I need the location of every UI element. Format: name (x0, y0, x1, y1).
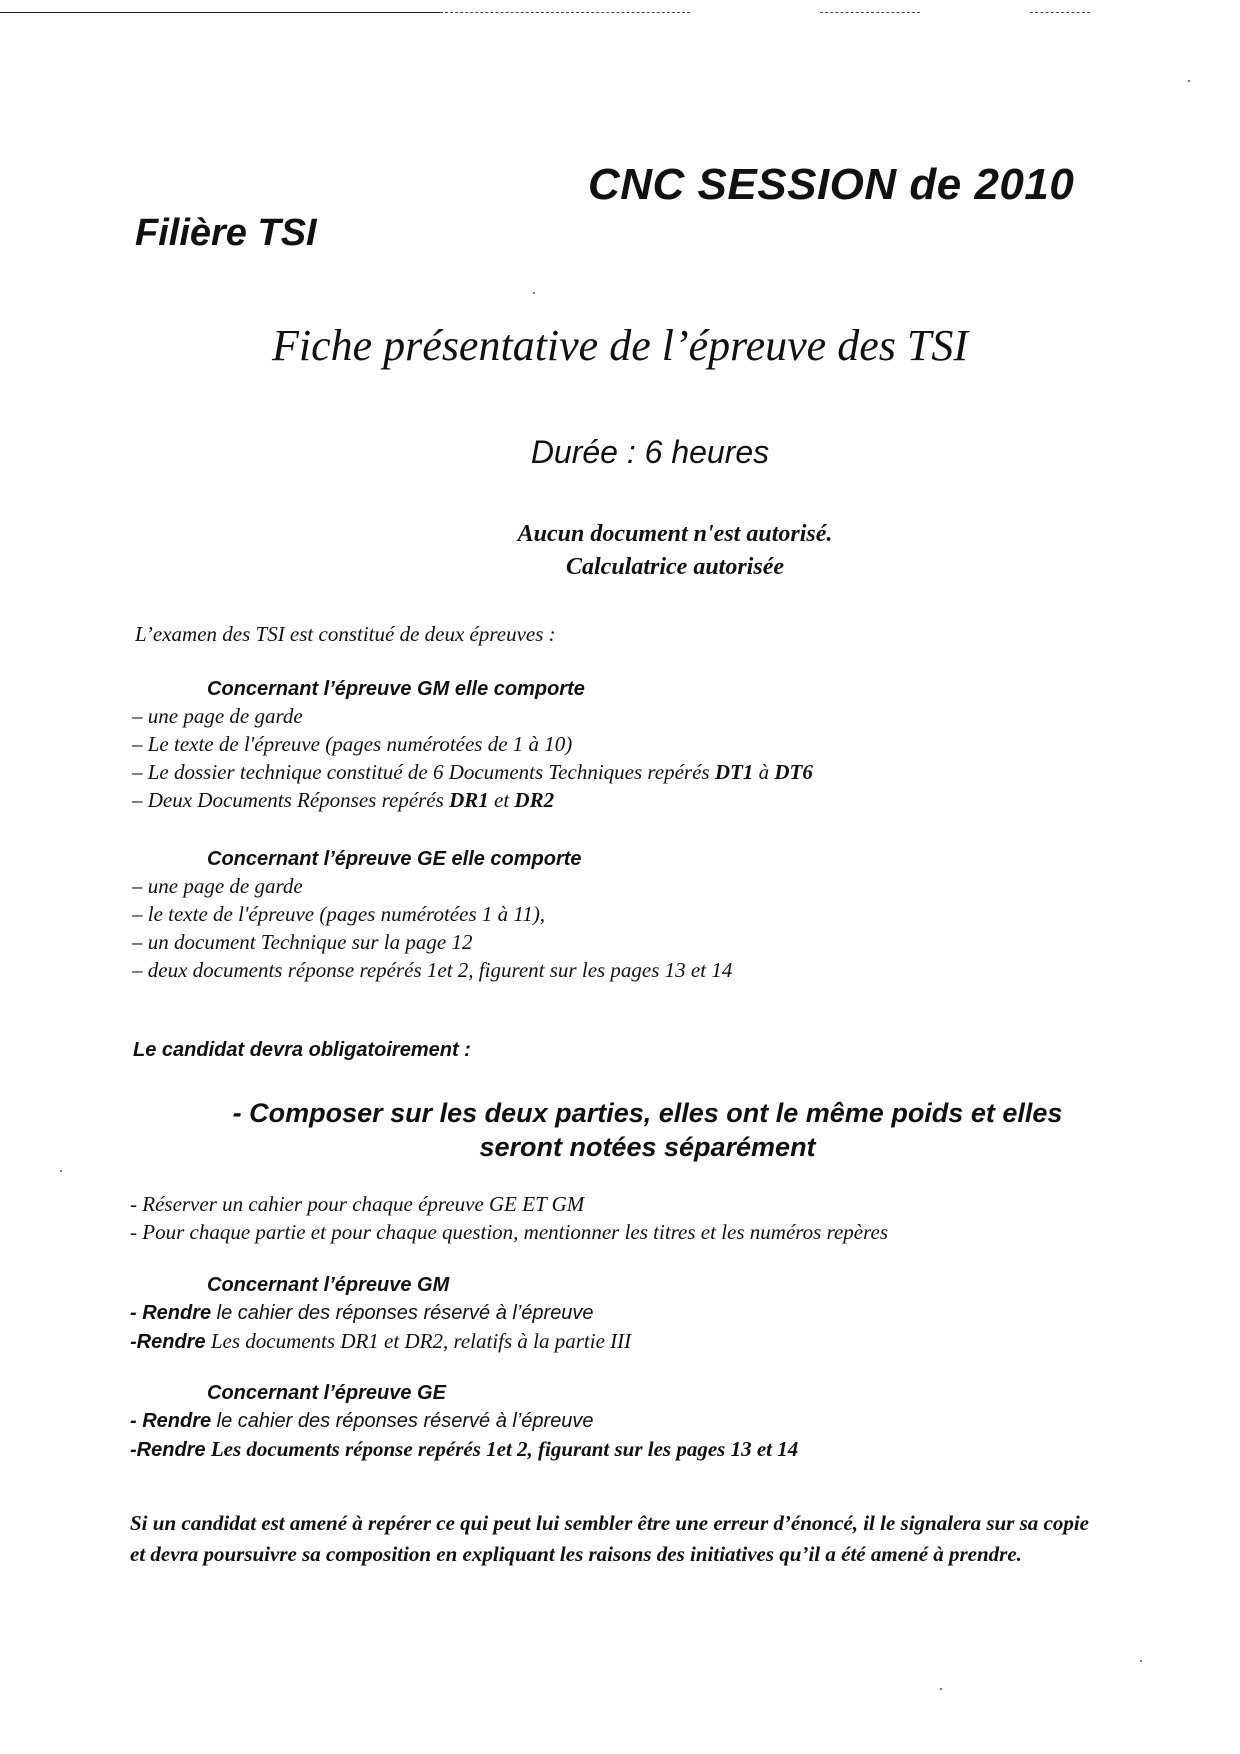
scan-top-dash (820, 12, 920, 13)
scan-speck (940, 1688, 942, 1690)
list-item: – une page de garde (132, 704, 303, 728)
list-item: – une page de garde (132, 874, 303, 898)
ge-section-heading: Concernant l’épreuve GE elle comporte (207, 848, 582, 870)
list-item: – Le texte de l'épreuve (pages numérotées de 1 à 10) (132, 732, 573, 756)
return-item: - Rendre le cahier des réponses réservé à l’épreuve (130, 1410, 594, 1432)
scan-speck (60, 1170, 62, 1172)
scan-top-dash (440, 12, 690, 13)
ge-section-list (132, 872, 732, 984)
scan-top-dash (1030, 12, 1090, 13)
compose-instruction (0, 1096, 1240, 1164)
return-item: - Rendre le cahier des réponses réservé à l’épreuve (130, 1302, 594, 1324)
duration: Durée : 6 heures (530, 434, 770, 470)
list-item: – le texte de l'épreuve (pages numérotées 1 à 11), (132, 902, 546, 926)
rules-block (0, 518, 1240, 584)
ge-return-list (130, 1406, 798, 1464)
obligations-heading: Le candidat devra obligatoirement : (133, 1039, 471, 1061)
scan-speck (1188, 80, 1190, 82)
page-title: Fiche présentative de l’épreuve des TSI (272, 321, 968, 370)
list-item: – Deux Documents Réponses repérés DR1 et DR2 (132, 788, 555, 812)
scan-speck (1140, 1660, 1142, 1662)
gm-return-list (130, 1298, 631, 1356)
filiere-heading: Filière TSI (135, 212, 317, 254)
gm-section-heading: Concernant l’épreuve GM elle comporte (207, 678, 585, 700)
gm-return-heading: Concernant l’épreuve GM (207, 1274, 450, 1296)
session-heading: CNC SESSION de 2010 (588, 160, 1075, 209)
instruction-points (130, 1190, 888, 1246)
rule-no-documents: Aucun document n'est autorisé. (517, 521, 833, 547)
intro-text: L’examen des TSI est constitué de deux épreuves : (135, 622, 556, 646)
scan-speck (533, 292, 535, 294)
ge-return-heading: Concernant l’épreuve GE (207, 1382, 446, 1404)
instruction-item: - Pour chaque partie et pour chaque question, mentionner les titres et les numéros repères (130, 1220, 888, 1244)
gm-section-list (132, 702, 813, 814)
rule-calculator: Calculatrice autorisée (566, 554, 784, 580)
list-item: – Le dossier technique constitué de 6 Documents Techniques repérés DT1 à DT6 (132, 760, 813, 784)
return-item: -Rendre Les documents réponse repérés 1et 2, figurant sur les pages 13 et 14 (130, 1437, 799, 1461)
list-item: – un document Technique sur la page 12 (132, 930, 473, 954)
return-item: -Rendre Les documents DR1 et DR2, relatifs à la partie III (130, 1329, 632, 1353)
compose-line-2: seront notées séparément (479, 1132, 816, 1162)
compose-line-1: - Composer sur les deux parties, elles ont le même poids et elles (232, 1098, 1063, 1128)
instruction-item: - Réserver un cahier pour chaque épreuve GE ET GM (130, 1192, 585, 1216)
scan-top-line (0, 12, 440, 13)
list-item: – deux documents réponse repérés 1et 2, figurent sur les pages 13 et 14 (132, 958, 733, 982)
final-note: Si un candidat est amené à repérer ce qui peut lui sembler être une erreur d’énoncé, il le signalera sur sa copie et devra poursuivre sa composition en expliquant les raisons des initiatives qu’il a été amené à prendre. (130, 1511, 1089, 1566)
